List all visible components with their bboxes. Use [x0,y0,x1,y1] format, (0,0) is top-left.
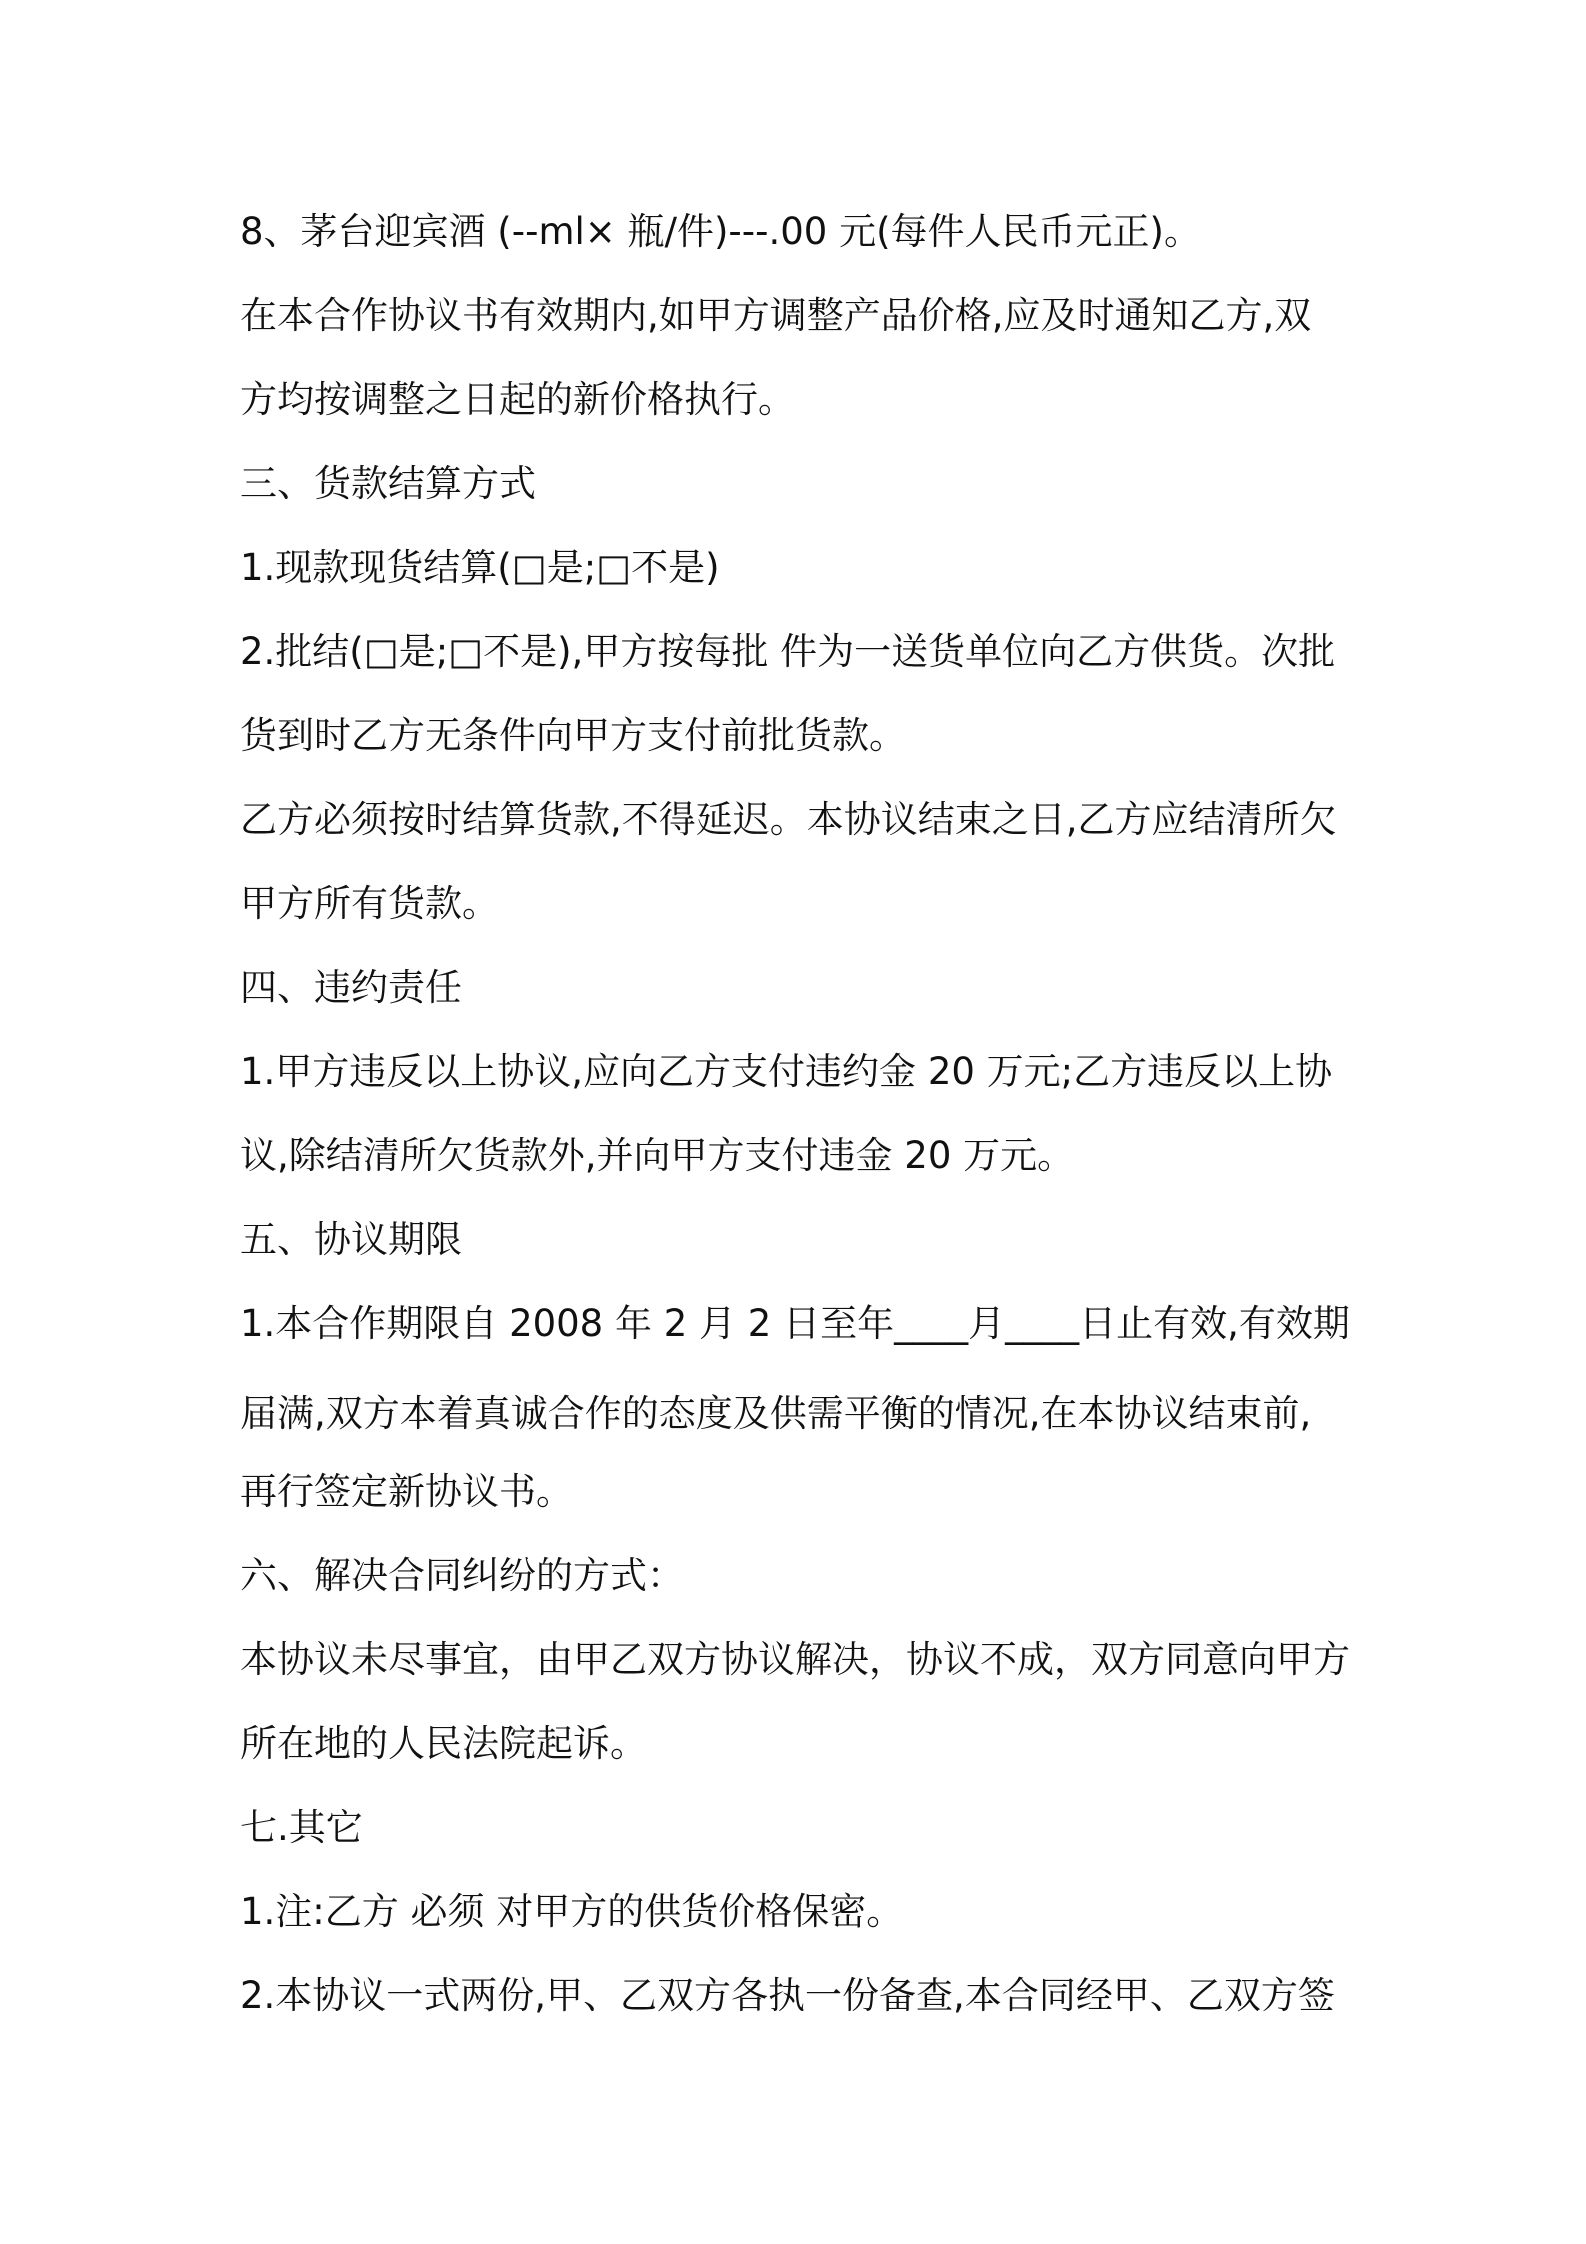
agreement-term-line-1: 1.本合作期限自 2008 年 2 月 2 日至年____月____日止有效,有效期 [240,1302,1350,1345]
payment-deadline-line-1: 乙方必须按时结算货款,不得延迟。本协议结束之日,乙方应结清所欠 [240,798,1337,841]
agreement-term-line-2: 届满,双方本着真诚合作的态度及供需平衡的情况,在本协议结束前, [240,1392,1312,1435]
dispute-resolution-line-1: 本协议未尽事宜，由甲乙双方协议解决，协议不成，双方同意向甲方 [240,1638,1350,1681]
breach-liability-line-1: 1.甲方违反以上协议,应向乙方支付违约金 20 万元;乙方违反以上协 [240,1050,1333,1093]
agreement-term-line-3: 再行签定新协议书。 [240,1470,573,1513]
settlement-option-2-line-2: 货到时乙方无条件向甲方支付前批货款。 [240,714,906,757]
price-adjustment-paragraph-line-1: 在本合作协议书有效期内,如甲方调整产品价格,应及时通知乙方,双 [240,294,1312,337]
breach-liability-line-2: 议,除结清所欠货款外,并向甲方支付违金 20 万元。 [240,1134,1075,1177]
price-item-8: 8、茅台迎宾酒 (--ml× 瓶/件)---.00 元(每件人民币元正)。 [240,210,1201,253]
price-adjustment-paragraph-line-2: 方均按调整之日起的新价格执行。 [240,378,795,421]
settlement-option-2-line-1: 2.批结(□是;□不是),甲方按每批 件为一送货单位向乙方供货。次批 [240,630,1336,673]
section-6-heading: 六、解决合同纠纷的方式： [240,1554,684,1597]
other-item-2: 2.本协议一式两份,甲、乙双方各执一份备查,本合同经甲、乙双方签 [240,1974,1335,2017]
payment-deadline-line-2: 甲方所有货款。 [240,882,499,925]
section-3-heading: 三、货款结算方式 [240,462,536,505]
section-4-heading: 四、违约责任 [240,966,462,1009]
settlement-option-1: 1.现款现货结算(□是;□不是) [240,546,720,589]
section-7-heading: 七.其它 [240,1806,363,1849]
section-5-heading: 五、协议期限 [240,1218,462,1261]
other-item-1: 1.注:乙方 必须 对甲方的供货价格保密。 [240,1890,904,1933]
dispute-resolution-line-2: 所在地的人民法院起诉。 [240,1722,647,1765]
